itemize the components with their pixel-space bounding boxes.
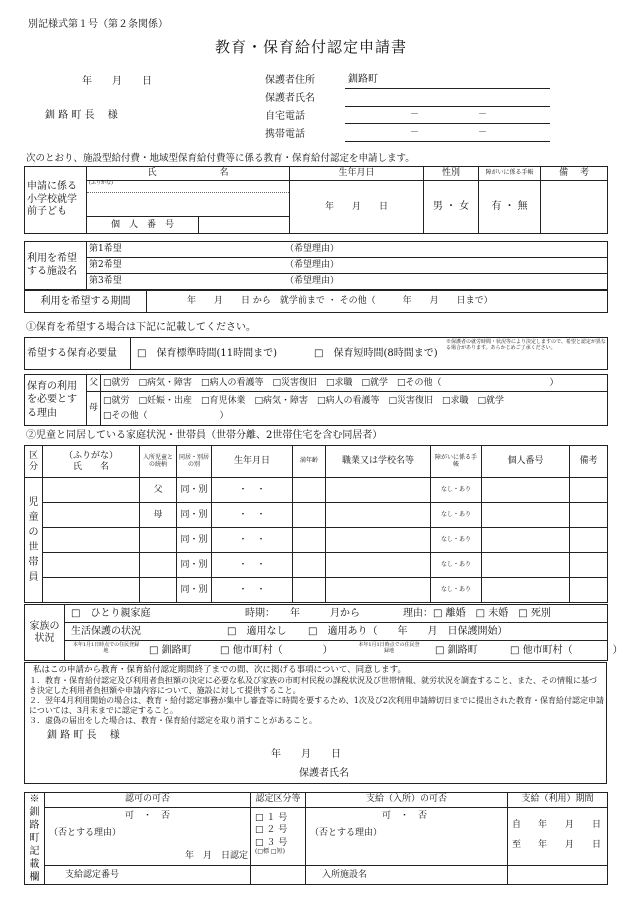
guardian-address-label: 保護者住所 bbox=[265, 75, 315, 86]
facility-table bbox=[24, 241, 608, 290]
payment-header: 支給（入所）の可否 bbox=[306, 793, 508, 808]
consent-item-2: ２．翌年4月利用開始の場合は、教育・給付認定事務が集中し審査等に時間を要するため、1次及び2次利用申請締切日までに提出された教育・保育給付認定申請については、3月末までに認定すること。 bbox=[29, 696, 604, 715]
member-age-4[interactable] bbox=[293, 553, 326, 578]
intro-text: 次のとおり、施設型給付費・地域型保育給付費等に係る教育・保育給付認定を申請します。 bbox=[26, 153, 415, 164]
consent-item-1: １．教育・保育給付認定及び利用者負担額の決定に必要な私及び家族の市町村民税の課税状況及び世帯情報、就労状況を調査すること、また、その情報に基づき決定した利用者負担額や申請内容について、施設に対して提供すること。 bbox=[29, 676, 597, 695]
member-name-1[interactable] bbox=[43, 478, 140, 503]
member-cohabit-4[interactable]: 同・別 bbox=[177, 553, 212, 578]
period-label: 利用を希望する期間 bbox=[25, 291, 147, 313]
mobile-phone-dash-1: － bbox=[410, 128, 420, 138]
approval-deny-reason: （否とする理由） bbox=[49, 827, 122, 838]
payment-deny-reason: （否とする理由） bbox=[310, 827, 383, 838]
reason-table bbox=[24, 374, 608, 426]
col-cohabit: 同居・別居の別 bbox=[177, 446, 212, 478]
facility-choice-1-label: 第1希望 bbox=[89, 244, 122, 255]
mobile-phone-label: 携帯電話 bbox=[265, 129, 305, 140]
short-hours-option[interactable]: □ 保育短時間(8時間まで) bbox=[314, 348, 438, 359]
member-remarks-3[interactable] bbox=[570, 528, 608, 553]
mobile-phone-underline[interactable] bbox=[345, 141, 550, 142]
member-disability-2[interactable]: なし・あり bbox=[431, 503, 482, 528]
member-relation-1[interactable]: 父 bbox=[140, 478, 177, 503]
facility-choice-3-reason: （希望理由） bbox=[285, 276, 340, 287]
approval-value: 可 ・ 否 bbox=[125, 810, 171, 821]
form-number: 別記様式第１号（第２条関係） bbox=[28, 19, 168, 30]
cert-number-label: 支給認定番号 bbox=[45, 866, 251, 885]
facility-choice-1[interactable] bbox=[87, 242, 608, 258]
registration-other-1[interactable]: □ 他市町村（ ） bbox=[220, 645, 333, 656]
member-name-3[interactable] bbox=[43, 528, 140, 553]
member-disability-1[interactable]: なし・あり bbox=[431, 478, 482, 503]
member-relation-3[interactable] bbox=[140, 528, 177, 553]
member-mynumber-2[interactable] bbox=[482, 503, 570, 528]
home-phone-dash-2: － bbox=[478, 110, 488, 120]
facility-choice-2[interactable] bbox=[87, 258, 608, 274]
mother-reasons-cell[interactable] bbox=[101, 392, 608, 426]
consent-date[interactable]: 年 月 日 bbox=[271, 749, 341, 760]
member-age-3[interactable] bbox=[293, 528, 326, 553]
child-disability-value[interactable]: 有 ・ 無 bbox=[479, 181, 541, 234]
child-dob-value[interactable]: 年 月 日 bbox=[290, 181, 424, 234]
registration-other-2[interactable]: □ 他市町村（ ） bbox=[510, 645, 623, 656]
member-age-5[interactable] bbox=[293, 578, 326, 603]
member-remarks-4[interactable] bbox=[570, 553, 608, 578]
section1-heading: ①保育を希望する場合は下記に記載してください。 bbox=[26, 322, 256, 333]
child-table bbox=[24, 166, 608, 234]
address-underline bbox=[345, 88, 550, 89]
period-to-label: 至 bbox=[512, 839, 522, 850]
approval-date: 年 月 日認定 bbox=[184, 851, 248, 862]
welfare-none[interactable]: □ 適用なし bbox=[227, 626, 287, 637]
member-dob-1[interactable]: ・ ・ bbox=[212, 478, 293, 503]
single-parent-period[interactable]: 時期： 年 月から bbox=[245, 608, 360, 619]
child-sex-value[interactable]: 男 ・ 女 bbox=[424, 181, 479, 234]
facility-choice-1-reason: （希望理由） bbox=[285, 244, 340, 255]
registration-label-1: 本年1月1日時点での住民登録地 bbox=[72, 642, 140, 654]
reason-label: 保育の利用を必要とする理由 bbox=[25, 375, 87, 426]
facility-choice-2-reason: （希望理由） bbox=[285, 260, 340, 271]
home-phone-underline[interactable] bbox=[345, 123, 550, 124]
child-mynumber-value[interactable] bbox=[199, 217, 290, 234]
office-table bbox=[24, 792, 608, 885]
child-mynumber-label: 個 人 番 号 bbox=[87, 217, 199, 234]
household-side-label: 児童の世帯員 bbox=[25, 478, 43, 603]
welfare-label: 生活保護の状況 bbox=[71, 626, 141, 637]
need-note: ※保護者の就労時間・状況等により決定しますので、希望と認定が異なる場合があります。あらかじめご了承ください。 bbox=[446, 339, 606, 351]
facility-name-value[interactable] bbox=[508, 866, 608, 885]
member-cohabit-5[interactable]: 同・別 bbox=[177, 578, 212, 603]
child-sex-header: 性別 bbox=[424, 167, 479, 181]
mobile-phone-dash-2: － bbox=[478, 128, 488, 138]
page-title: 教育・保育給付認定申請書 bbox=[215, 38, 408, 56]
mother-label: 母 bbox=[87, 392, 101, 426]
col-name: （ふりがな） 氏 名 bbox=[43, 446, 140, 478]
period-table bbox=[24, 290, 608, 313]
addressee: 釧 路 町 長 様 bbox=[45, 110, 118, 121]
consent-item-3: ３．虚偽の届出をした場合は、教育・保育給付認定を取り消すことがあること。 bbox=[29, 716, 317, 725]
member-disability-3[interactable]: なし・あり bbox=[431, 528, 482, 553]
facility-choice-2-label: 第2希望 bbox=[89, 260, 122, 271]
member-dob-4[interactable]: ・ ・ bbox=[212, 553, 293, 578]
member-mynumber-4[interactable] bbox=[482, 553, 570, 578]
standard-hours-option[interactable]: □ 保育標準時間(11時間まで) bbox=[137, 348, 277, 359]
class-sub[interactable]: (□標 □短) bbox=[255, 848, 285, 856]
home-phone-label: 自宅電話 bbox=[265, 111, 305, 122]
registration-label-2: 本年1月1日時点での住民登録地 bbox=[358, 642, 420, 654]
approval-header: 認可の可否 bbox=[45, 793, 251, 808]
childcare-need-options bbox=[131, 338, 608, 370]
col-remarks: 備考 bbox=[570, 446, 608, 478]
member-job-1[interactable] bbox=[326, 478, 431, 503]
member-job-3[interactable] bbox=[326, 528, 431, 553]
guardian-address-value[interactable]: 釧路町 bbox=[348, 74, 378, 85]
col-dob: 生年月日 bbox=[212, 446, 293, 478]
father-label: 父 bbox=[87, 375, 101, 392]
consent-box bbox=[24, 662, 607, 784]
facility-label: 利用を希望する施設名 bbox=[25, 242, 87, 290]
family-label: 家族の状況 bbox=[25, 605, 65, 661]
cert-number-value[interactable] bbox=[251, 866, 306, 885]
child-name-header: 氏 名 bbox=[87, 167, 290, 181]
facility-name-label: 入所施設名 bbox=[306, 866, 508, 885]
member-cohabit-3[interactable]: 同・別 bbox=[177, 528, 212, 553]
member-mynumber-3[interactable] bbox=[482, 528, 570, 553]
member-job-4[interactable] bbox=[326, 553, 431, 578]
single-parent-row bbox=[65, 605, 608, 623]
member-relation-5[interactable] bbox=[140, 578, 177, 603]
welfare-yes[interactable]: □ 適用あり（ 年 月 日保護開始） bbox=[308, 626, 508, 637]
member-relation-4[interactable] bbox=[140, 553, 177, 578]
child-furigana-label: (ふりがな) bbox=[87, 181, 289, 193]
member-cohabit-1[interactable]: 同・別 bbox=[177, 478, 212, 503]
home-phone-dash-1: － bbox=[410, 110, 420, 120]
member-mynumber-5[interactable] bbox=[482, 578, 570, 603]
class-option-3[interactable]: □ ３ 号 bbox=[255, 837, 288, 848]
registration-row bbox=[65, 641, 623, 661]
member-age-1[interactable] bbox=[293, 478, 326, 503]
member-remarks-5[interactable] bbox=[570, 578, 608, 603]
child-remarks-header: 備 考 bbox=[541, 167, 608, 181]
mother-reasons: □就労 □妊娠・出産 □育児休業 □病気・障害 □病人の看護等 □災害復旧 □求職 □就学 bbox=[103, 396, 505, 407]
child-disability-header: 障がいに係る手帳 bbox=[479, 167, 541, 181]
registration-kushiro-1[interactable]: □ 釧路町 bbox=[149, 645, 192, 656]
member-name-4[interactable] bbox=[43, 553, 140, 578]
period-cell[interactable] bbox=[508, 807, 608, 866]
facility-choice-3[interactable] bbox=[87, 274, 608, 290]
child-row-label: 申請に係る小学校就学前子ども bbox=[25, 167, 87, 234]
member-dob-5[interactable]: ・ ・ bbox=[212, 578, 293, 603]
period-header: 支給（利用）期間 bbox=[508, 793, 608, 808]
member-disability-5[interactable]: なし・あり bbox=[431, 578, 482, 603]
single-parent-checkbox[interactable]: □ ひとり親家庭 bbox=[71, 608, 151, 619]
class-option-1[interactable]: □ １ 号 bbox=[255, 812, 288, 823]
payment-cell[interactable] bbox=[306, 807, 508, 866]
approval-cell[interactable] bbox=[45, 807, 251, 866]
member-disability-4[interactable]: なし・あり bbox=[431, 553, 482, 578]
section2-heading: ②児童と同居している家庭状況・世帯員（世帯分離、2世帯住宅を含む同居者） bbox=[26, 430, 383, 441]
col-mynumber: 個人番号 bbox=[482, 446, 570, 478]
member-mynumber-1[interactable] bbox=[482, 478, 570, 503]
period-to-date: 年 月 日 bbox=[538, 839, 602, 850]
father-reasons[interactable]: □就労 □病気・障害 □病人の看護等 □災害復旧 □求職 □就学 □その他（ ） bbox=[101, 375, 608, 392]
consent-addressee: 釧 路 町 長 様 bbox=[47, 730, 120, 741]
consent-guardian-name[interactable]: 保護者氏名 bbox=[299, 768, 349, 779]
member-job-5[interactable] bbox=[326, 578, 431, 603]
application-date: 年 月 日 bbox=[82, 76, 152, 87]
office-side-label: ※釧路町記載欄 bbox=[25, 793, 45, 885]
member-job-2[interactable] bbox=[326, 503, 431, 528]
member-name-5[interactable] bbox=[43, 578, 140, 603]
col-relation: 入所児童との続柄 bbox=[140, 446, 177, 478]
welfare-row bbox=[65, 623, 608, 641]
facility-choice-3-label: 第3希望 bbox=[89, 276, 122, 287]
member-dob-2[interactable]: ・ ・ bbox=[212, 503, 293, 528]
period-value[interactable]: 年 月 日 から 就学前まで ・ その他（ 年 月 日まで） bbox=[147, 291, 608, 313]
member-age-2[interactable] bbox=[293, 503, 326, 528]
col-job: 職業又は学校名等 bbox=[326, 446, 431, 478]
payment-value: 可 ・ 否 bbox=[382, 810, 428, 821]
col-age: 満年齢 bbox=[293, 446, 326, 478]
member-remarks-2[interactable] bbox=[570, 503, 608, 528]
child-name-cell[interactable] bbox=[87, 181, 290, 217]
single-parent-reason[interactable]: 理由：□ 離婚 □ 未婚 □ 死別 bbox=[403, 608, 551, 619]
member-relation-2[interactable]: 母 bbox=[140, 503, 177, 528]
col-kubun: 区分 bbox=[25, 446, 43, 478]
family-table bbox=[24, 604, 623, 661]
member-name-2[interactable] bbox=[43, 503, 140, 528]
guardian-name-label: 保護者氏名 bbox=[265, 93, 315, 104]
class-header: 認定区分等 bbox=[251, 793, 306, 808]
household-table bbox=[24, 445, 608, 603]
class-option-2[interactable]: □ ２ 号 bbox=[255, 825, 288, 836]
class-cell[interactable] bbox=[251, 807, 306, 866]
member-dob-3[interactable]: ・ ・ bbox=[212, 528, 293, 553]
mother-other: □その他（ ） bbox=[103, 410, 229, 421]
child-remarks-value[interactable] bbox=[541, 181, 608, 234]
childcare-need-label: 希望する保育必要量 bbox=[25, 338, 131, 370]
member-cohabit-2[interactable]: 同・別 bbox=[177, 503, 212, 528]
col-disability: 障がいに係る手帳 bbox=[431, 446, 482, 478]
child-dob-header: 生年月日 bbox=[290, 167, 424, 181]
childcare-need-table bbox=[24, 337, 608, 370]
consent-lead: 私はこの申請から教育・保育給付認定期間終了までの間、次に掲げる事項について、同意します。 bbox=[33, 665, 406, 675]
registration-kushiro-2[interactable]: □ 釧路町 bbox=[435, 645, 478, 656]
name-underline[interactable] bbox=[345, 106, 550, 107]
period-from-label: 自 bbox=[512, 819, 522, 830]
period-from-date: 年 月 日 bbox=[538, 819, 602, 830]
member-remarks-1[interactable] bbox=[570, 478, 608, 503]
